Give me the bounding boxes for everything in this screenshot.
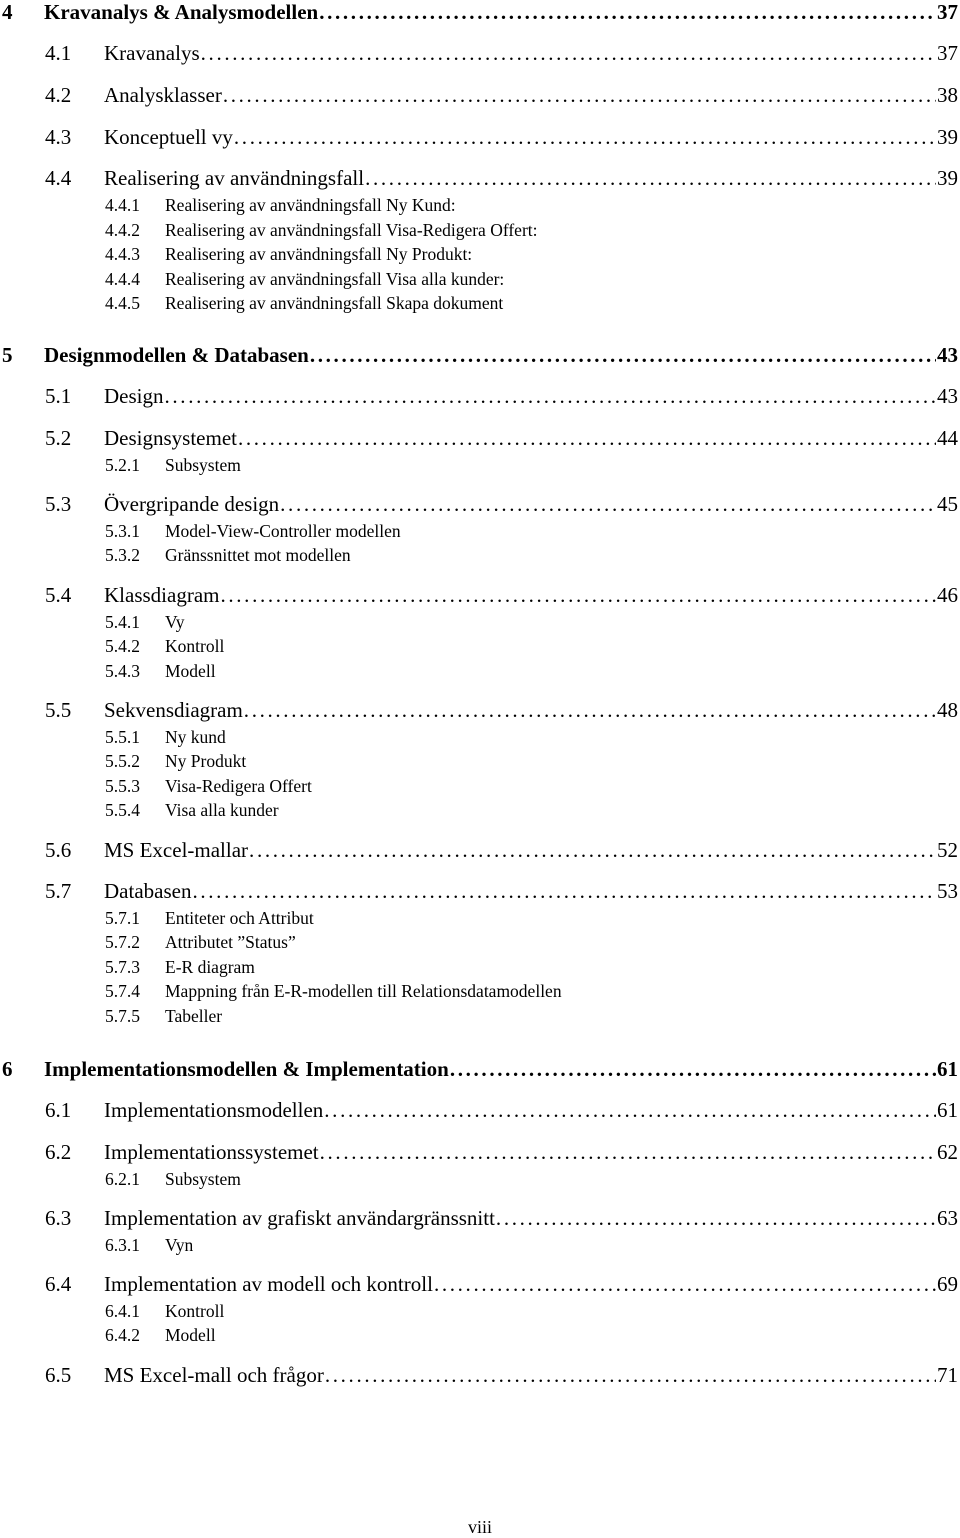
toc-entry[interactable] xyxy=(0,698,958,723)
toc-entry-number: 4.4.3 xyxy=(105,244,140,264)
toc-entry-title: Subsystem xyxy=(165,1169,241,1189)
toc-entry[interactable] xyxy=(0,83,958,108)
toc-entry-title: Kravanalys xyxy=(104,41,200,65)
toc-entry-title: Model-View-Controller modellen xyxy=(165,521,401,541)
toc-dot-leader xyxy=(324,1098,936,1123)
toc-entry-number: 5.7.5 xyxy=(105,1006,140,1026)
toc-entry-title: Vy xyxy=(165,612,185,632)
toc-dot-leader xyxy=(234,125,936,150)
toc-entry-title: Realisering av användningsfall xyxy=(104,166,365,190)
toc-entry-title: Designmodellen & Databasen xyxy=(44,343,309,367)
toc-dot-leader xyxy=(496,1206,936,1231)
toc-entry-page: 37 xyxy=(937,0,958,24)
toc-entry-number: 4.2 xyxy=(45,83,72,107)
toc-entry[interactable] xyxy=(0,426,958,451)
toc-dot-leader xyxy=(310,343,936,368)
toc-entry-title: Visa-Redigera Offert xyxy=(165,776,312,796)
toc-entry[interactable] xyxy=(0,1006,958,1027)
toc-entry[interactable] xyxy=(0,269,958,290)
toc-entry-title: Designsystemet xyxy=(104,426,237,450)
toc-entry-title: Realisering av användningsfall Ny Produkt: xyxy=(165,244,473,264)
toc-entry[interactable] xyxy=(0,838,958,863)
toc-dot-leader xyxy=(434,1272,936,1297)
toc-dot-leader xyxy=(238,426,936,451)
toc-entry-number: 5.7 xyxy=(45,879,72,903)
toc-entry-page: 37 xyxy=(937,41,958,65)
toc-entry-page: 44 xyxy=(937,426,958,450)
toc-entry-number: 6.2 xyxy=(45,1140,72,1164)
toc-entry-number: 5.5.2 xyxy=(105,751,140,771)
toc-entry[interactable] xyxy=(0,343,958,368)
toc-entry[interactable] xyxy=(0,220,958,241)
toc-entry-number: 4.4.1 xyxy=(105,195,140,215)
toc-dot-leader xyxy=(223,83,936,108)
toc-entry-number: 6.5 xyxy=(45,1363,72,1387)
toc-entry-title: Gränssnittet mot modellen xyxy=(165,545,351,565)
toc-entry-page: 43 xyxy=(937,384,958,408)
toc-entry[interactable] xyxy=(0,612,958,633)
toc-entry-number: 5.5 xyxy=(45,698,72,722)
toc-entry[interactable] xyxy=(0,661,958,682)
toc-dot-leader xyxy=(325,1363,936,1388)
toc-entry[interactable] xyxy=(0,583,958,608)
toc-entry-number: 5.7.3 xyxy=(105,957,140,977)
toc-entry-title: Konceptuell vy xyxy=(104,125,233,149)
toc-entry[interactable] xyxy=(0,1169,958,1190)
toc-entry-title: Modell xyxy=(165,661,216,681)
toc-entry[interactable] xyxy=(0,545,958,566)
toc-entry-number: 5.1 xyxy=(45,384,72,408)
toc-entry-number: 5.7.4 xyxy=(105,981,140,1001)
toc-entry-page: 53 xyxy=(937,879,958,903)
toc-entry-title: Implementationsmodellen xyxy=(104,1098,324,1122)
toc-entry-number: 6.2.1 xyxy=(105,1169,140,1189)
toc-entry-number: 6.3 xyxy=(45,1206,72,1230)
toc-entry-title: Implementation av grafiskt användargränssnitt xyxy=(104,1206,495,1230)
toc-entry-title: Visa alla kunder xyxy=(165,800,279,820)
toc-entry[interactable] xyxy=(0,1363,958,1388)
toc-entry-number: 5.3.2 xyxy=(105,545,140,565)
toc-entry-number: 4.4.2 xyxy=(105,220,140,240)
toc-entry[interactable] xyxy=(0,41,958,66)
toc-dot-leader xyxy=(365,166,936,191)
toc-entry-number: 4.4 xyxy=(45,166,72,190)
toc-entry-number: 6.4.2 xyxy=(105,1325,140,1345)
toc-entry-number: 5.5.3 xyxy=(105,776,140,796)
toc-entry-number: 5.7.1 xyxy=(105,908,140,928)
toc-entry-title: Klassdiagram xyxy=(104,583,220,607)
toc-entry-title: Implementationsmodellen & Implementation xyxy=(44,1057,449,1081)
toc-entry-page: 38 xyxy=(937,83,958,107)
toc-dot-leader xyxy=(319,0,936,25)
toc-entry-page: 46 xyxy=(937,583,958,607)
toc-entry-title: Databasen xyxy=(104,879,192,903)
toc-entry[interactable] xyxy=(0,981,958,1002)
toc-entry-title: Övergripande design xyxy=(104,492,280,516)
toc-entry-number: 6.3.1 xyxy=(105,1235,140,1255)
toc-entry-title: Attributet ”Status” xyxy=(165,932,296,952)
toc-entry-number: 6.4 xyxy=(45,1272,72,1296)
toc-entry[interactable] xyxy=(0,908,958,929)
toc-entry[interactable] xyxy=(0,1301,958,1322)
toc-entry[interactable] xyxy=(0,932,958,953)
toc-entry-number: 4.4.4 xyxy=(105,269,140,289)
toc-entry-page: 61 xyxy=(937,1098,958,1122)
toc-entry-title: Realisering av användningsfall Ny Kund: xyxy=(165,195,456,215)
toc-entry-number: 5.4.3 xyxy=(105,661,140,681)
toc-entry[interactable] xyxy=(0,1235,958,1256)
toc-dot-leader xyxy=(201,41,936,66)
toc-entry-title: Kravanalys & Analysmodellen xyxy=(44,0,319,24)
toc-entry-title: E-R diagram xyxy=(165,957,255,977)
toc-entry-title: Realisering av användningsfall Visa-Redigera Offert: xyxy=(165,220,538,240)
toc-dot-leader xyxy=(165,384,937,409)
toc-entry[interactable] xyxy=(0,1206,958,1231)
toc-dot-leader xyxy=(192,879,936,904)
toc-entry-number: 5.4.2 xyxy=(105,636,140,656)
toc-entry-title: Sekvensdiagram xyxy=(104,698,243,722)
toc-entry[interactable] xyxy=(0,384,958,409)
toc-entry-number: 5 xyxy=(2,343,13,367)
toc-entry[interactable] xyxy=(0,293,958,314)
toc-entry-number: 4.3 xyxy=(45,125,72,149)
toc-entry[interactable] xyxy=(0,125,958,150)
toc-dot-leader xyxy=(244,698,936,723)
toc-entry-page: 61 xyxy=(937,1057,958,1081)
toc-entry[interactable] xyxy=(0,751,958,772)
toc-entry-title: MS Excel-mall och frågor xyxy=(104,1363,324,1387)
toc-entry-title: Implementation av modell och kontroll xyxy=(104,1272,433,1296)
toc-entry[interactable] xyxy=(0,957,958,978)
page-number-footer: viii xyxy=(467,1517,492,1537)
toc-entry-page: 39 xyxy=(937,166,958,190)
toc-entry-title: Realisering av användningsfall Visa alla kunder: xyxy=(165,269,505,289)
toc-entry-number: 4.1 xyxy=(45,41,72,65)
toc-entry-title: Analysklasser xyxy=(104,83,222,107)
toc-entry[interactable] xyxy=(0,1140,958,1165)
toc-entry-number: 6.4.1 xyxy=(105,1301,140,1321)
toc-entry[interactable] xyxy=(0,521,958,542)
toc-entry-page: 62 xyxy=(937,1140,958,1164)
toc-entry[interactable] xyxy=(0,879,958,904)
toc-entry-number: 4.4.5 xyxy=(105,293,140,313)
toc-entry-title: Mappning från E-R-modellen till Relationsdatamodellen xyxy=(165,981,562,1001)
toc-dot-leader xyxy=(320,1140,936,1165)
toc-entry[interactable] xyxy=(0,636,958,657)
toc-entry-title: Entiteter och Attribut xyxy=(165,908,314,928)
toc-dot-leader xyxy=(280,492,936,517)
toc-entry-number: 5.6 xyxy=(45,838,72,862)
toc-entry-title: MS Excel-mallar xyxy=(104,838,249,862)
toc-entry-title: Subsystem xyxy=(165,455,241,475)
toc-entry-title: Implementationssystemet xyxy=(104,1140,319,1164)
toc-entry-title: Realisering av användningsfall Skapa dokument xyxy=(165,293,504,313)
toc-entry[interactable] xyxy=(0,1098,958,1123)
toc-entry[interactable] xyxy=(0,1272,958,1297)
toc-dot-leader xyxy=(249,838,936,863)
toc-entry[interactable] xyxy=(0,776,958,797)
toc-entry-number: 5.7.2 xyxy=(105,932,140,952)
toc-entry[interactable] xyxy=(0,800,958,821)
toc-entry-number: 5.5.4 xyxy=(105,800,140,820)
toc-entry-number: 5.3 xyxy=(45,492,72,516)
toc-entry-title: Modell xyxy=(165,1325,216,1345)
toc-entry-title: Tabeller xyxy=(165,1006,223,1026)
toc-entry[interactable] xyxy=(0,244,958,265)
toc-entry[interactable] xyxy=(0,727,958,748)
toc-entry-page: 52 xyxy=(937,838,958,862)
toc-entry-title: Vyn xyxy=(165,1235,194,1255)
toc-entry-page: 71 xyxy=(937,1363,958,1387)
toc-entry[interactable] xyxy=(0,492,958,517)
toc-entry-title: Ny kund xyxy=(165,727,226,747)
toc-entry[interactable] xyxy=(0,166,958,191)
toc-entry[interactable] xyxy=(0,195,958,216)
toc-dot-leader xyxy=(220,583,936,608)
toc-dot-leader xyxy=(450,1057,936,1082)
toc-entry-number: 5.3.1 xyxy=(105,521,140,541)
toc-entry[interactable] xyxy=(0,0,958,25)
toc-entry[interactable] xyxy=(0,1057,958,1082)
toc-entry-page: 43 xyxy=(937,343,958,367)
toc-entry-page: 63 xyxy=(937,1206,958,1230)
toc-entry-page: 69 xyxy=(937,1272,958,1296)
toc-entry[interactable] xyxy=(0,1325,958,1346)
toc-entry-title: Ny Produkt xyxy=(165,751,247,771)
toc-entry-page: 39 xyxy=(937,125,958,149)
toc-entry-page: 45 xyxy=(937,492,958,516)
toc-entry-number: 5.2.1 xyxy=(105,455,140,475)
toc-entry-page: 48 xyxy=(937,698,958,722)
toc-entry-title: Design xyxy=(104,384,164,408)
toc-entry-title: Kontroll xyxy=(165,636,225,656)
toc-entry-number: 6 xyxy=(2,1057,13,1081)
toc-entry-title: Kontroll xyxy=(165,1301,225,1321)
toc-entry-number: 5.4.1 xyxy=(105,612,140,632)
toc-entry[interactable] xyxy=(0,455,958,476)
toc-entry-number: 6.1 xyxy=(45,1098,72,1122)
toc-entry-number: 5.2 xyxy=(45,426,72,450)
toc-entry-number: 5.5.1 xyxy=(105,727,140,747)
toc-entry-number: 5.4 xyxy=(45,583,72,607)
toc-entry-number: 4 xyxy=(2,0,13,24)
